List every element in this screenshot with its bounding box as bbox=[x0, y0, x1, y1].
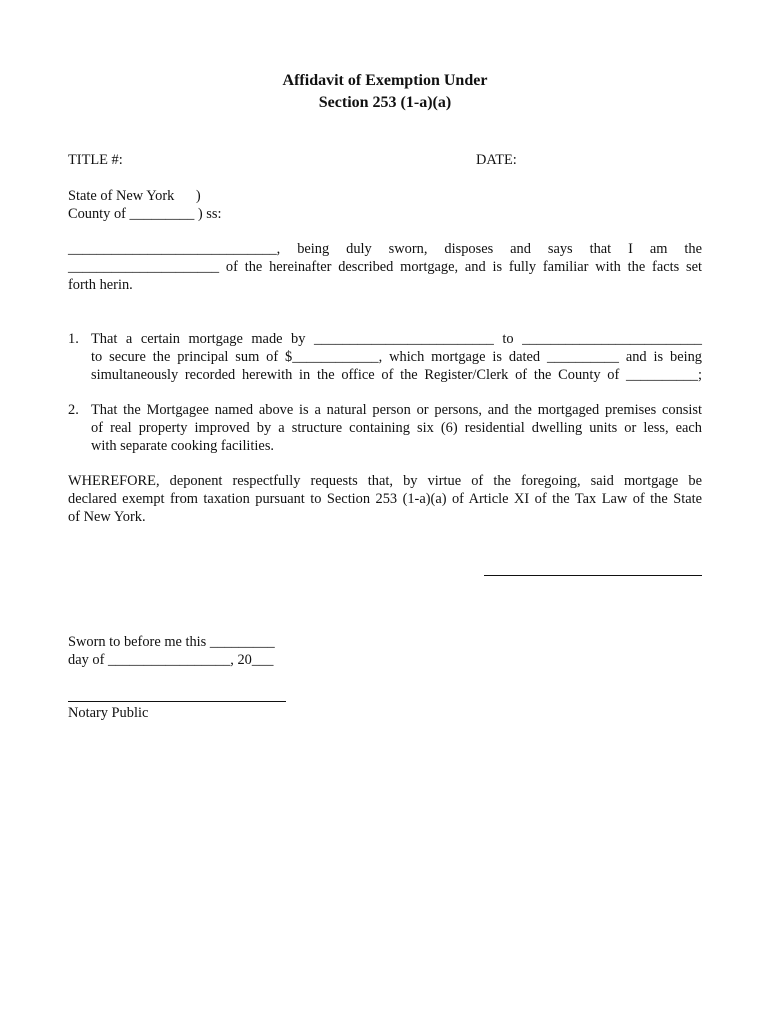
item-2-paragraph bbox=[91, 401, 702, 455]
wherefore-paragraph bbox=[68, 472, 702, 526]
item-1-line-3: simultaneously recorded herewith in the office of the Register/Clerk of the County of __________; bbox=[91, 367, 702, 383]
sworn-line-2: day of _________________, 20___ bbox=[68, 652, 274, 668]
title-line-2: Section 253 (1-a)(a) bbox=[318, 94, 452, 111]
intro-line-2: _____________________ of the hereinafter described mortgage, and is fully familiar with the facts set bbox=[68, 259, 702, 275]
item-1-line-2: to secure the principal sum of $____________, which mortgage is dated __________ and is being bbox=[91, 349, 702, 365]
item-1-line-1: That a certain mortgage made by _________________________ to _________________________ bbox=[91, 331, 702, 347]
wherefore-line-2: declared exempt from taxation pursuant to Section 253 (1-a)(a) of Article XI of the Tax Law of the State bbox=[68, 491, 702, 507]
item-1-number: 1. bbox=[68, 331, 79, 347]
title-number-label: TITLE #: bbox=[68, 152, 123, 168]
intro-line-1: _____________________________, being duly sworn, disposes and says that I am the bbox=[68, 241, 702, 257]
wherefore-line-1: WHEREFORE, deponent respectfully requests that, by virtue of the foregoing, said mortgage be bbox=[68, 473, 702, 489]
item-1-paragraph bbox=[91, 330, 702, 384]
date-label: DATE: bbox=[476, 152, 517, 168]
intro-paragraph bbox=[68, 240, 702, 294]
venue-state: State of New York ) bbox=[68, 188, 201, 204]
title-line-1: Affidavit of Exemption Under bbox=[282, 72, 488, 89]
notary-public-label: Notary Public bbox=[68, 705, 149, 721]
item-2-line-2: of real property improved by a structure containing six (6) residential dwelling units or less, each bbox=[91, 420, 702, 436]
document-title bbox=[0, 70, 770, 114]
sworn-line-1: Sworn to before me this _________ bbox=[68, 634, 275, 650]
item-2-line-3: with separate cooking facilities. bbox=[91, 438, 275, 454]
item-2-line-1: That the Mortgagee named above is a natural person or persons, and the mortgaged premises consist bbox=[91, 402, 702, 418]
wherefore-line-3: of New York. bbox=[68, 509, 146, 525]
venue-county: County of _________ ) ss: bbox=[68, 206, 222, 222]
intro-line-3: forth herin. bbox=[68, 277, 133, 293]
notary-signature-line bbox=[68, 701, 286, 702]
item-2-number: 2. bbox=[68, 402, 79, 418]
deponent-signature-line bbox=[484, 575, 702, 576]
